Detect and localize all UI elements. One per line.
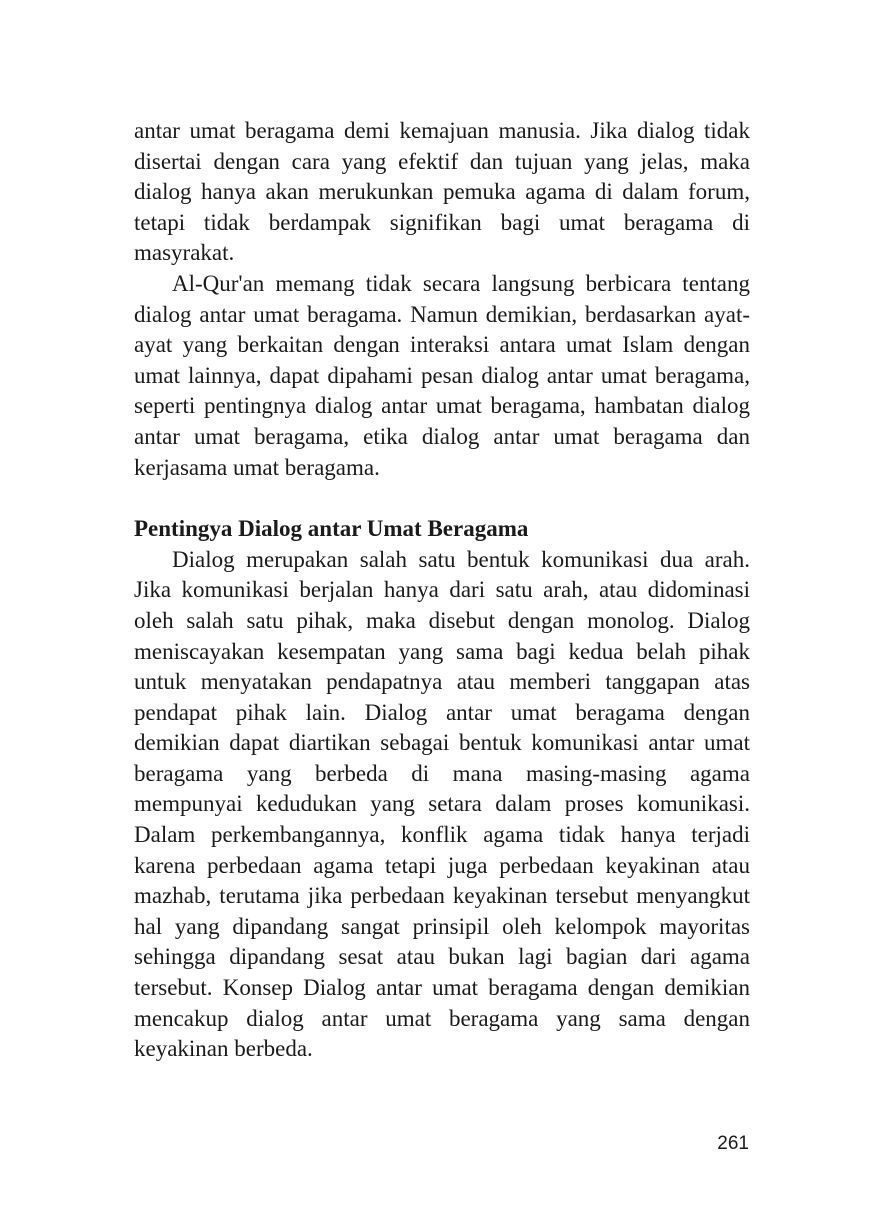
paragraph-continuation: antar umat beragama demi kemajuan manusia. Jika dialog tidak disertai dengan cara yang efektif dan tujuan yang jelas, maka dialog hanya akan merukunkan pemuka agama di dalam forum, tetapi tidak berdampak signifikan bagi umat beragama di masyrakat.: [134, 118, 750, 266]
page-number: 261: [717, 1133, 749, 1154]
paragraph-quran: Al-Qur'an memang tidak secara langsung berbicara tentang dialog antar umat beragama. Namun demikian, berdasarkan ayat-ayat yang berkaitan dengan interaksi antara umat Islam dengan umat lainnya, dapat dipahami pesan dialog antar umat beragama, seperti pentingnya dialog antar umat beragama, hambatan dialog antar umat beragama, etika dialog antar umat beragama dan kerjasama umat beragama.: [134, 270, 750, 480]
section-heading: Pentingya Dialog antar Umat Beragama: [134, 516, 529, 542]
page-body: [134, 116, 750, 1065]
paragraph-dialog-definition: Dialog merupakan salah satu bentuk komunikasi dua arah. Jika komunikasi berjalan hanya dari satu arah, atau didominasi oleh salah satu pihak, maka disebut dengan monolog. Dialog meniscayakan kesempatan yang sama bagi kedua belah pihak untuk menyatakan pendapatnya atau memberi tanggapan atas pendapat pihak lain. Dialog antar umat beragama dengan demikian dapat diartikan sebagai bentuk komunikasi antar umat beragama yang berbeda di mana masing-masing agama mempunyai kedudukan yang setara dalam proses komunikasi. Dalam perkembangannya, konflik agama tidak hanya terjadi karena perbedaan agama tetapi juga perbedaan keyakinan atau mazhab, terutama jika perbedaan keyakinan tersebut menyangkut hal yang dipandang sangat prinsipil oleh kelompok mayoritas sehingga dipandang sesat atau bukan lagi bagian dari agama tersebut. Konsep Dialog antar umat beragama dengan demikian mencakup dialog antar umat beragama yang sama dengan keyakinan berbeda.: [134, 546, 750, 1062]
